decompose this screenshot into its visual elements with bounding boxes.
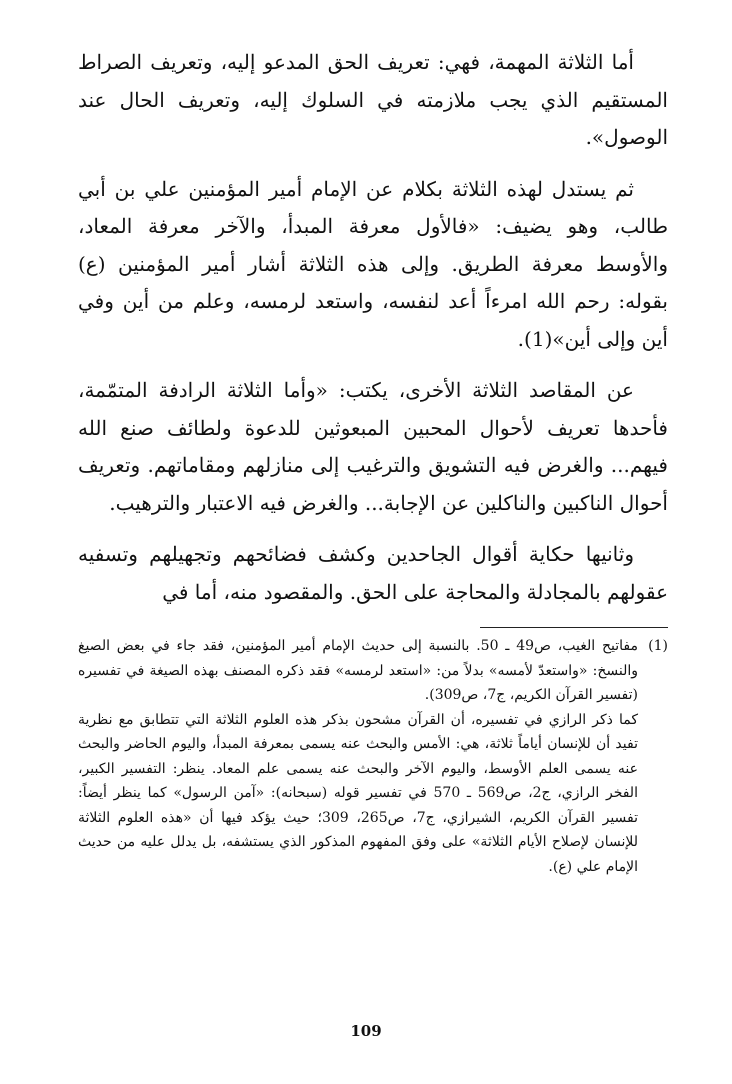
footnote-text: مفاتيح الغيب، ص49 ـ 50. بالنسبة إلى حديث الإمام أمير المؤمنين، فقد جاء في بعض الصيغ والنسخ: «واستعدّ لأمسه» بدلاً من: «استعد لرمسه» فقد ذكره المصنف بهذه الصيغة في تفسيره (تفسير القرآن الكريم، ج7، ص309). [78,638,638,703]
paragraph-1: أما الثلاثة المهمة، فهي: تعريف الحق المدعو إليه، وتعريف الصراط المستقيم الذي يجب ملازمته في السلوك إليه، وتعريف الحال عند الوصول». [78,50,668,149]
paragraph-4: وثانيها حكاية أقوال الجاحدين وكشف فضائحهم وتجهيلهم وتسفيه عقولهم بالمجادلة والمحاجة على الحق. والمقصود منه، أما في [78,542,668,604]
paragraph-3: عن المقاصد الثلاثة الأخرى، يكتب: «وأما الثلاثة الرادفة المتمّمة، فأحدها تعريف لأحوال المحبين المبعوثين للدعوة ولطائف صنع الله فيهم... والغرض فيه التشويق والترغيب إلى منازلهم ومقاماتهم. وتعريف أحوال الناكبين والناكلين عن الإجابة... والغرض فيه الاعتبار والترهيب. [78,378,668,515]
paragraph-2: ثم يستدل لهذه الثلاثة بكلام عن الإمام أمير المؤمنين علي بن أبي طالب، وهو يضيف: «فالأول معرفة المبدأ، والآخر معرفة المعاد، والأوسط معرفة الطريق. وإلى هذه الثلاثة أشار أمير المؤمنين (ع) بقوله: رحم الله امرءاً أعد لنفسه، واستعد لرمسه، وعلم من أين وفي أين وإلى أين»(1). [78,176,668,351]
footnotes [78,634,668,879]
page-body [78,44,668,879]
footnote-separator [480,627,668,628]
footnote-1 [78,634,668,708]
footnote-marker: (1) [648,638,668,654]
footnote-continuation: كما ذكر الرازي في تفسيره، أن القرآن مشحون بذكر هذه العلوم الثلاثة التي تتطابق مع نظرية تفيد أن للإنسان أياماً ثلاثة، هي: الأمس والبحث عنه يسمى بمعرفة المبدأ، واليوم الحاضر والبحث عنه يسمى العلم الأوسط، واليوم الآخر والبحث عنه يسمى علم المعاد. ينظر: التفسير الكبير، الفخر الرازي، ج2، ص569 ـ 570 في تفسير قوله (سبحانه): «آمن الرسول» كما ينظر أيضاً: تفسير القرآن الكريم، الشيرازي، ج7، ص265، 309؛ حيث يؤكد فيها أن «هذه العلوم الثلاثة للإنسان لإصلاح الأيام الثلاثة» على وفق المفهوم المذكور الذي يستشفه، بل يدلل عليه من حديث الإمام علي (ع). [78,711,639,875]
page-number: 109 [350,1022,382,1040]
